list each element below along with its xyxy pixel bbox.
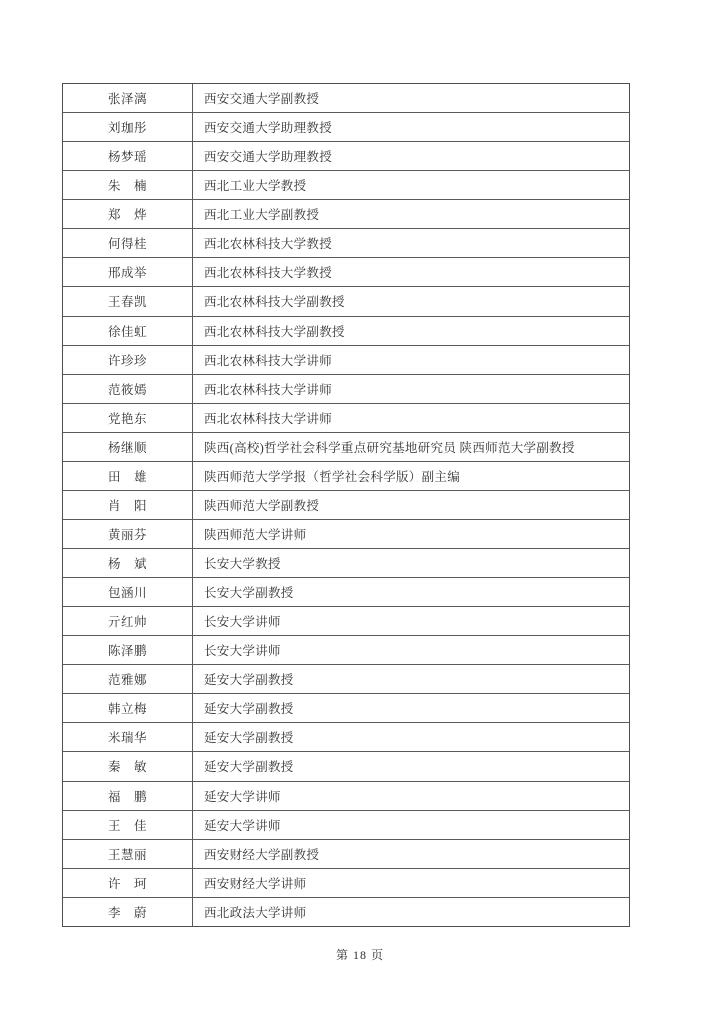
title-cell: 西安交通大学副教授 [204, 92, 320, 107]
name-cell: 杨继顺 [63, 433, 193, 461]
name-cell: 王春凯 [63, 287, 193, 315]
name-cell: 许 珂 [63, 869, 193, 897]
title-cell: 西安财经大学讲师 [204, 876, 307, 891]
name-cell: 肖 阳 [63, 491, 193, 519]
table-row [63, 141, 629, 170]
table-row [63, 490, 629, 519]
table-row [63, 606, 629, 635]
title-cell: 陕西师范大学副教授 [204, 498, 320, 513]
title-cell: 延安大学讲师 [204, 818, 281, 833]
title-cell: 西北政法大学讲师 [204, 905, 307, 920]
table-row [63, 664, 629, 693]
title-cell: 长安大学副教授 [204, 586, 294, 601]
table-row [63, 519, 629, 548]
title-cell: 延安大学副教授 [204, 760, 294, 775]
table-row [63, 84, 629, 112]
table-row [63, 286, 629, 315]
title-cell: 西北农林科技大学讲师 [204, 411, 333, 426]
name-cell: 陈泽鹏 [63, 636, 193, 664]
title-cell: 西北农林科技大学副教授 [204, 324, 345, 339]
name-cell: 许珍珍 [63, 346, 193, 374]
title-cell: 西北工业大学教授 [204, 179, 307, 194]
title-cell: 陕西(高校)哲学社会科学重点研究基地研究员 陕西师范大学副教授 [204, 440, 575, 455]
name-cell: 亓红帅 [63, 607, 193, 635]
title-cell: 长安大学教授 [204, 557, 281, 572]
name-cell: 刘珈彤 [63, 113, 193, 141]
table-row [63, 751, 629, 780]
name-cell: 何得桂 [63, 229, 193, 257]
table-row [63, 577, 629, 606]
table-row [63, 897, 629, 926]
table-row [63, 316, 629, 345]
table-row [63, 781, 629, 810]
table-row [63, 868, 629, 897]
table-row [63, 461, 629, 490]
name-cell: 秦 敏 [63, 752, 193, 780]
name-cell: 杨梦瑶 [63, 142, 193, 170]
table-row [63, 839, 629, 868]
title-cell: 西北工业大学副教授 [204, 208, 320, 223]
table-row [63, 635, 629, 664]
title-cell: 陕西师范大学学报（哲学社会科学版）副主编 [204, 469, 461, 484]
name-cell: 田 雄 [63, 462, 193, 490]
title-cell: 西北农林科技大学教授 [204, 237, 333, 252]
table-row [63, 432, 629, 461]
table-row [63, 693, 629, 722]
name-cell: 郑 烨 [63, 200, 193, 228]
title-cell: 延安大学副教授 [204, 731, 294, 746]
title-cell: 长安大学讲师 [204, 615, 281, 630]
name-cell: 福 鹏 [63, 782, 193, 810]
name-cell: 韩立梅 [63, 694, 193, 722]
title-cell: 西安财经大学副教授 [204, 847, 320, 862]
title-cell: 延安大学副教授 [204, 702, 294, 717]
table-row [63, 199, 629, 228]
name-cell: 张泽漓 [63, 84, 193, 112]
name-cell: 杨 斌 [63, 549, 193, 577]
name-cell: 黄丽芬 [63, 520, 193, 548]
table-row [63, 374, 629, 403]
title-cell: 西北农林科技大学讲师 [204, 382, 333, 397]
name-cell: 朱 楠 [63, 171, 193, 199]
table-row [63, 170, 629, 199]
name-cell: 王慧丽 [63, 840, 193, 868]
name-cell: 范雅娜 [63, 665, 193, 693]
name-cell: 徐佳虹 [63, 317, 193, 345]
table-row [63, 403, 629, 432]
name-cell: 王 佳 [63, 811, 193, 839]
name-cell: 米瑞华 [63, 723, 193, 751]
title-cell: 西北农林科技大学副教授 [204, 295, 345, 310]
table-row [63, 257, 629, 286]
table-row [63, 722, 629, 751]
title-cell: 陕西师范大学讲师 [204, 527, 307, 542]
title-cell: 延安大学副教授 [204, 673, 294, 688]
title-cell: 西北农林科技大学教授 [204, 266, 333, 281]
name-cell: 邢成举 [63, 258, 193, 286]
title-cell: 西北农林科技大学讲师 [204, 353, 333, 368]
table-row [63, 112, 629, 141]
page-number: 第 18 页 [335, 948, 384, 962]
title-cell: 延安大学讲师 [204, 789, 281, 804]
name-cell: 党艳东 [63, 404, 193, 432]
title-cell: 长安大学讲师 [204, 644, 281, 659]
table-row [63, 345, 629, 374]
title-cell: 西安交通大学助理教授 [204, 121, 333, 136]
name-cell: 李 蔚 [63, 898, 193, 926]
table-row [63, 548, 629, 577]
title-cell: 西安交通大学助理教授 [204, 150, 333, 165]
faculty-table [62, 83, 630, 927]
name-cell: 包涵川 [63, 578, 193, 606]
name-cell: 范筱嫣 [63, 375, 193, 403]
table-row [63, 228, 629, 257]
table-row [63, 810, 629, 839]
